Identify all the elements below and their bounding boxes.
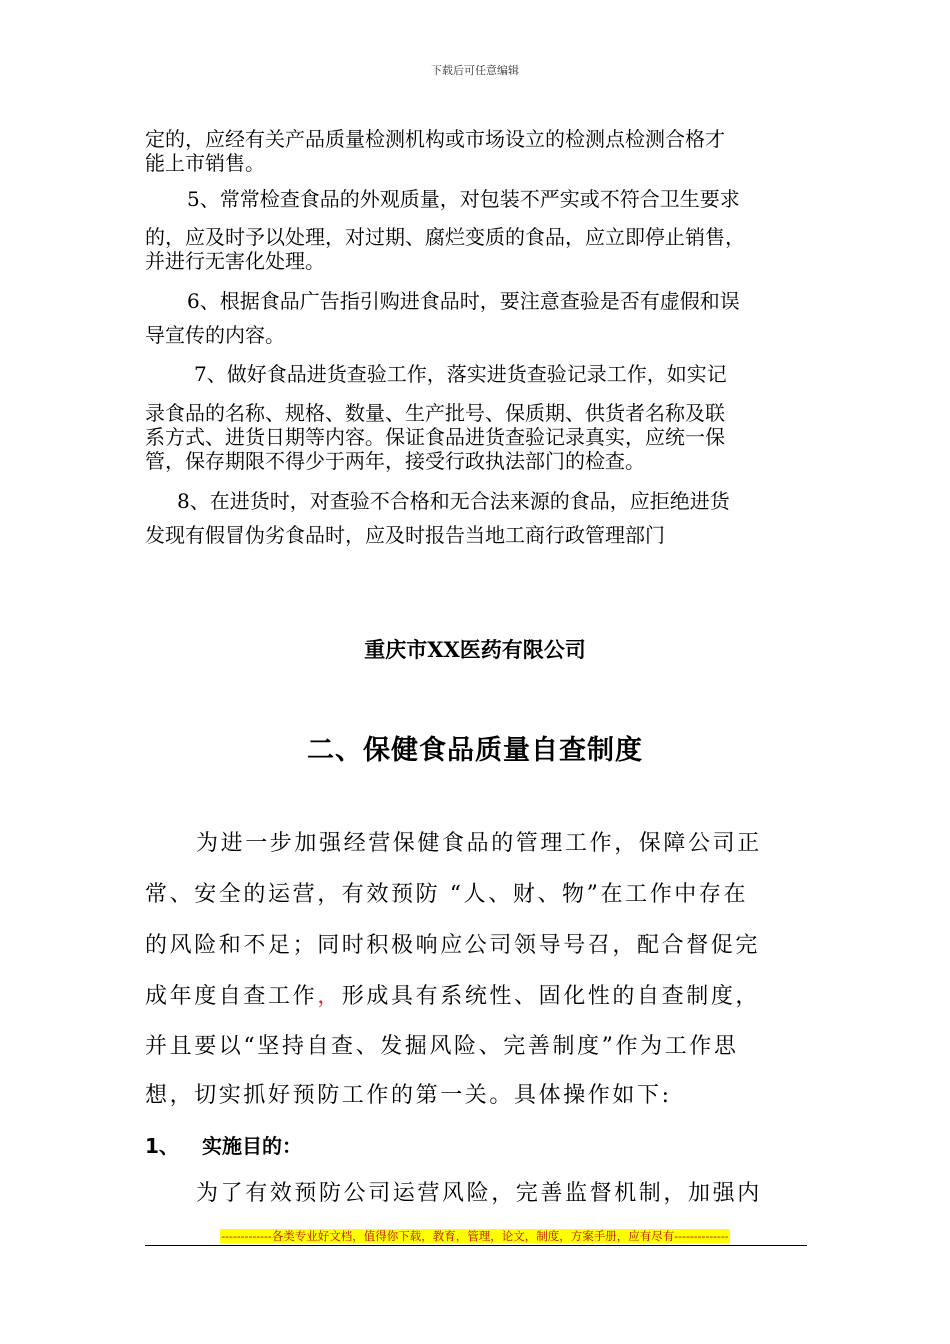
intro-line: 的风险和不足；同时积极响应公司领导号召，配合督促完 [145, 933, 761, 958]
body-line: 7、做好食品进货查验工作，落实进货查验记录工作，如实记 [194, 362, 727, 386]
document-title: 二、保健食品质量自查制度 [307, 735, 643, 766]
section-title: 实施目的： [202, 1134, 302, 1158]
section-number: 1、 [145, 1134, 179, 1158]
footer-divider [145, 1245, 807, 1246]
body-line: 定的，应经有关产品质量检测机构或市场设立的检测点检测合格才 [145, 127, 725, 151]
section-text: 为了有效预防公司运营风险，完善监督机制，加强内 [196, 1181, 762, 1206]
intro-line: 为进一步加强经营保健食品的管理工作，保障公司正 [196, 831, 762, 856]
intro-text: 成年度自查工作 [145, 984, 318, 1009]
body-line: 并进行无害化处理。 [145, 249, 325, 273]
body-line: 发现有假冒伪劣食品时，应及时报告当地工商行政管理部门 [145, 523, 665, 547]
intro-line [145, 983, 760, 1011]
body-line: 6、根据食品广告指引购进食品时，要注意查验是否有虚假和误 [187, 289, 740, 313]
intro-line: 想，切实抓好预防工作的第一关。具体操作如下: [145, 1083, 672, 1108]
body-line: 管，保存期限不得少于两年，接受行政执法部门的检查。 [145, 449, 645, 473]
red-comma: ， [317, 984, 342, 1009]
body-line: 系方式、进货日期等内容。保证食品进货查验记录真实，应统一保 [145, 425, 725, 449]
body-line: 的，应及时予以处理，对过期、腐烂变质的食品，应立即停止销售， [145, 225, 745, 249]
body-line: 能上市销售。 [145, 151, 265, 175]
intro-line: 并且要以“坚持自查、发掘风险、完善制度”作为工作思 [145, 1034, 739, 1059]
footer-banner-text: -------------各类专业好文档，值得你下载，教育，管理，论文，制度，方案手册，应有尽有-------------- [221, 1229, 729, 1243]
body-line: 导宣传的内容。 [145, 323, 285, 347]
intro-line: 常、安全的运营，有效预防 “人、财、物”在工作中存在 [145, 882, 749, 907]
body-line: 录食品的名称、规格、数量、生产批号、保质期、供货者名称及联 [145, 401, 725, 425]
company-name: 重庆市XX医药有限公司 [364, 637, 586, 662]
section-heading [145, 1130, 302, 1159]
footer-banner [0, 1228, 950, 1244]
body-line: 8、在进货时，对查验不合格和无合法来源的食品，应拒绝进货 [177, 489, 730, 513]
intro-text: 形成具有系统性、固化性的自查制度， [341, 984, 761, 1009]
page-header-note: 下载后可任意编辑 [431, 64, 519, 77]
body-line: 5、常常检查食品的外观质量，对包装不严实或不符合卫生要求 [187, 187, 740, 211]
